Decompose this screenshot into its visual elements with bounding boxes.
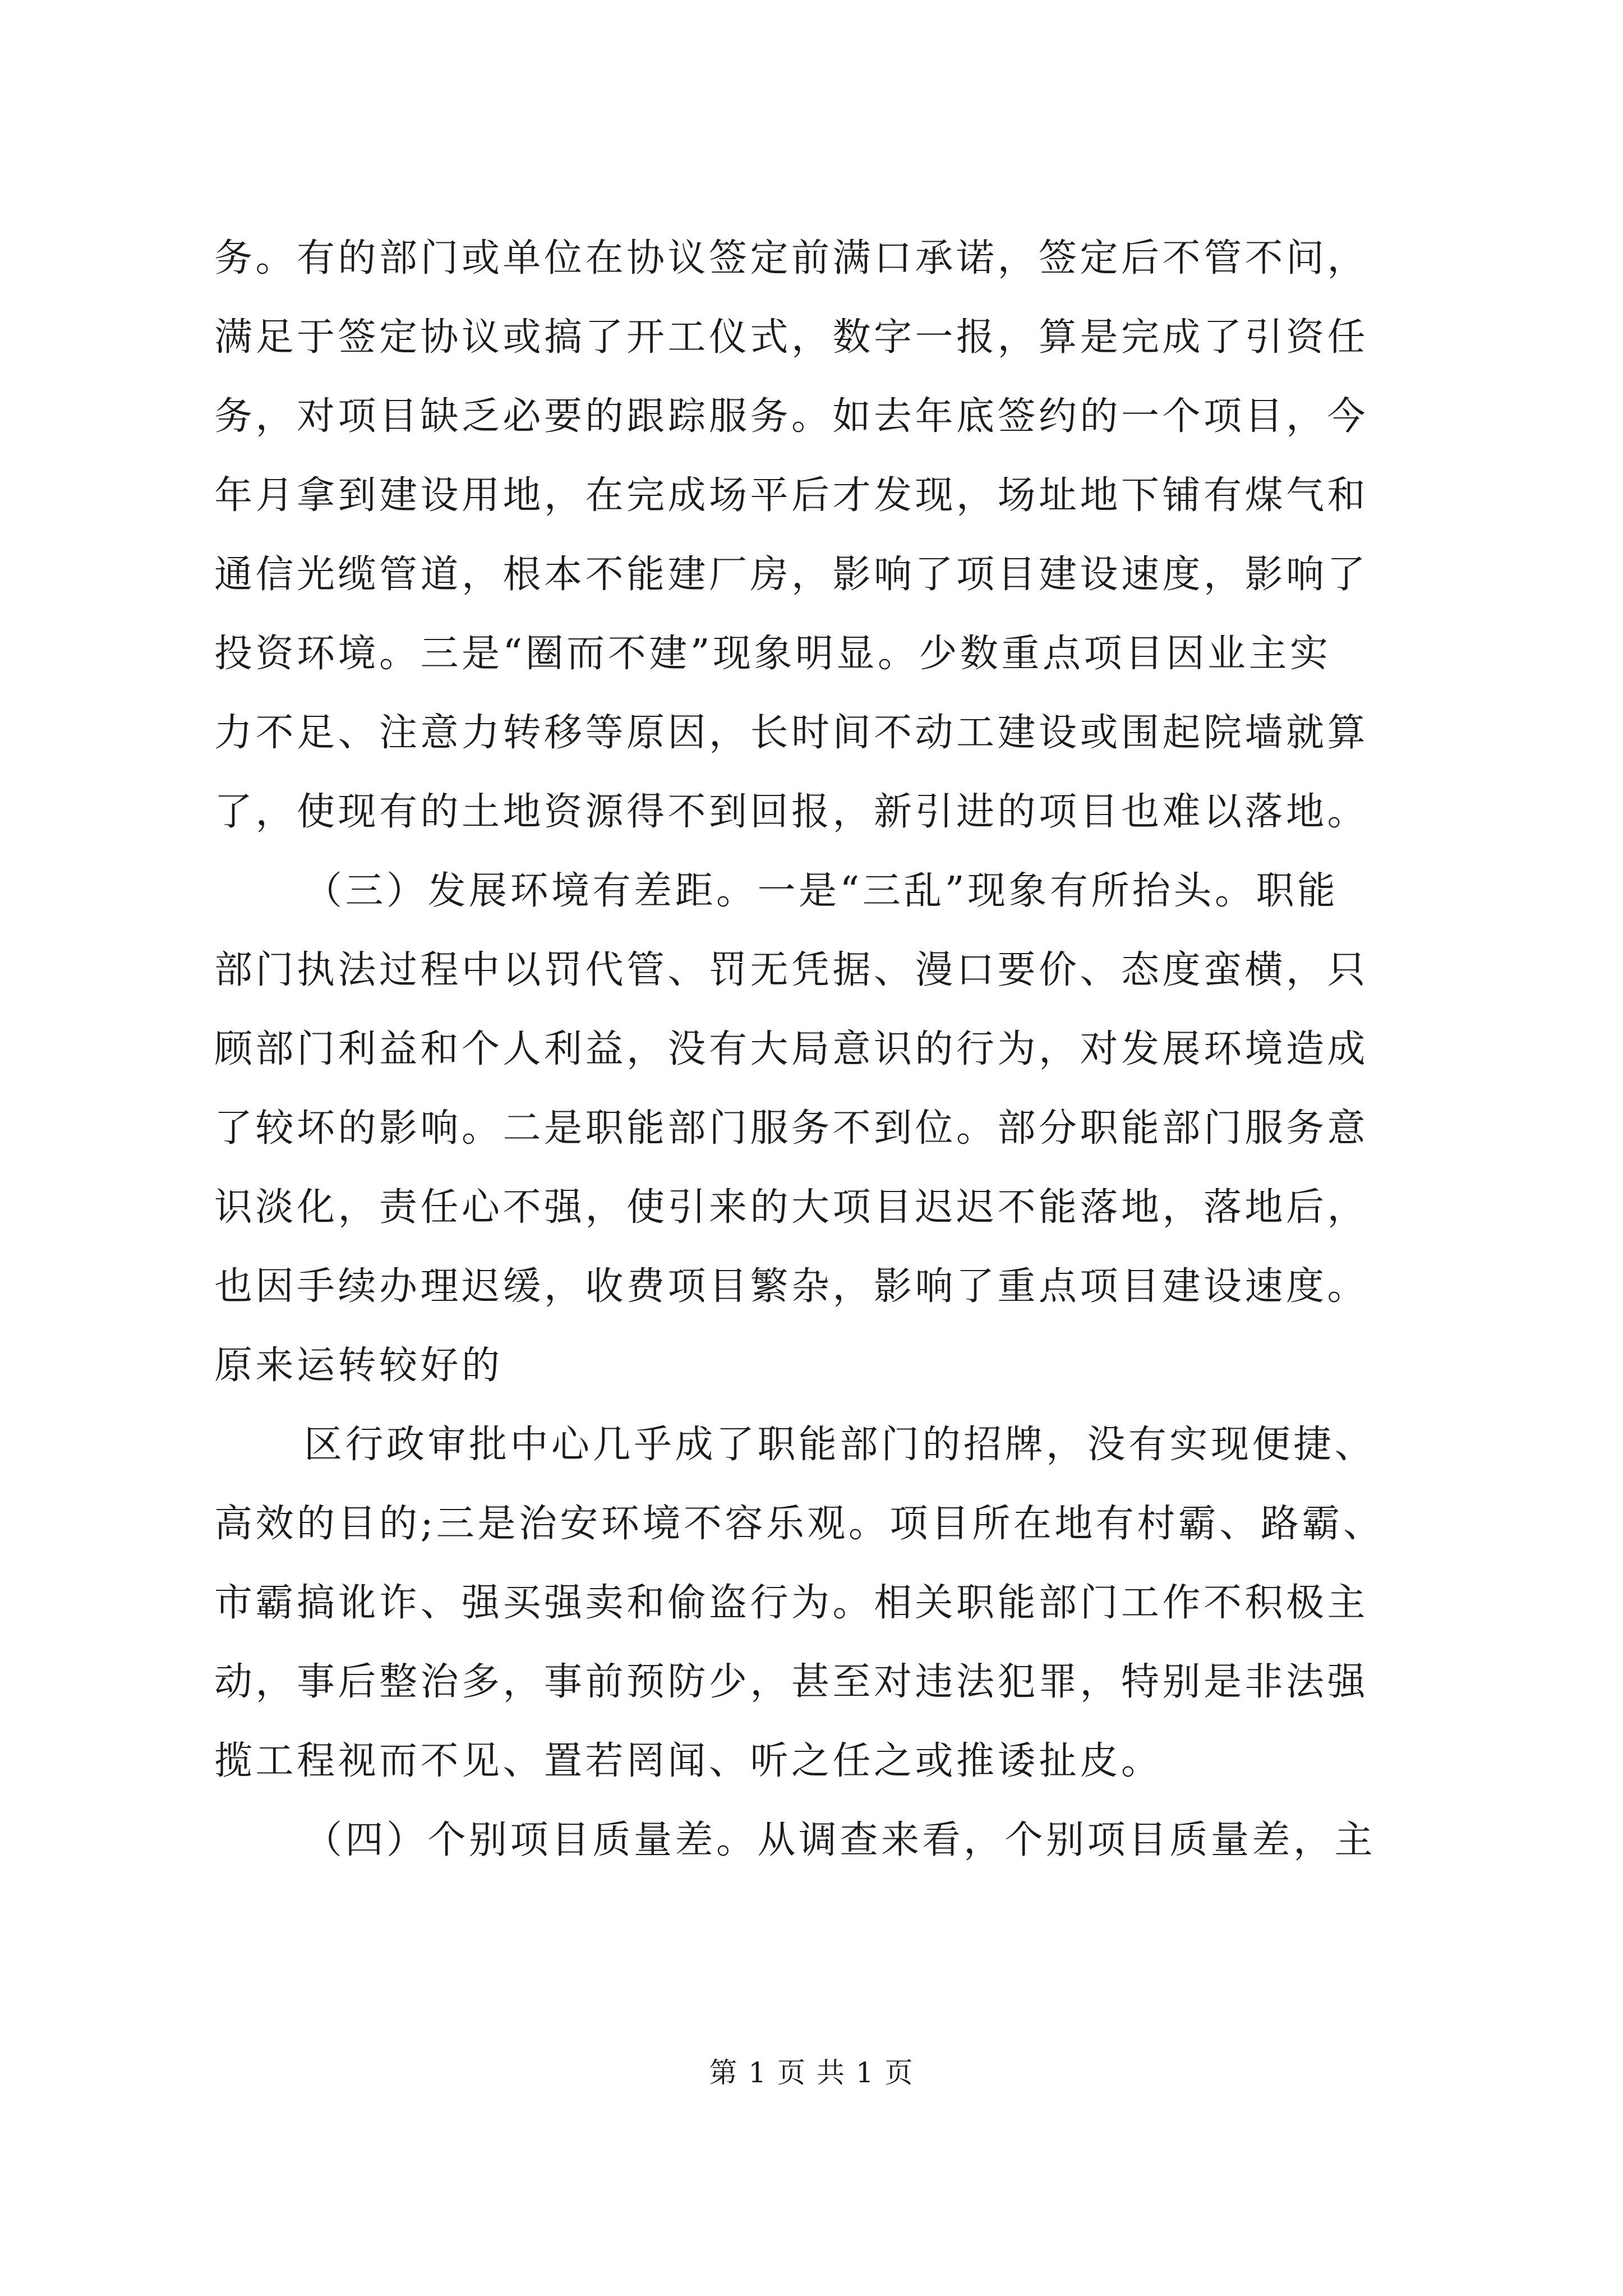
page-number-label: 第 1 页 共 1 页 bbox=[709, 2056, 914, 2089]
paragraph-heading-3: （三）发展环境有差距。一是“三乱”现象有所抬头。职能 bbox=[304, 869, 1339, 913]
text-line: 投资环境。三是“圈而不建”现象明显。少数重点项目因业主实 bbox=[214, 632, 1331, 676]
text-line: 务。有的部门或单位在协议签定前满口承诺，签定后不管不问， bbox=[214, 236, 1369, 280]
text-line: 力不足、注意力转移等原因，长时间不动工建设或围起院墙就算 bbox=[214, 711, 1369, 755]
text-line: 务，对项目缺乏必要的跟踪服务。如去年底签约的一个项目，今 bbox=[214, 394, 1369, 439]
body-text bbox=[214, 219, 1414, 1880]
text-line: 识淡化，责任心不强，使引来的大项目迟迟不能落地，落地后， bbox=[214, 1185, 1369, 1230]
text-line: 揽工程视而不见、置若罔闻、听之任之或推诿扯皮。 bbox=[214, 1739, 1163, 1783]
text-line: 动，事后整治多，事前预防少，甚至对违法犯罪，特别是非法强 bbox=[214, 1660, 1369, 1704]
text-line: 市霸搞讹诈、强买强卖和偷盗行为。相关职能部门工作不积极主 bbox=[214, 1581, 1369, 1625]
page-footer bbox=[0, 2053, 1623, 2092]
paragraph-start: 区行政审批中心几乎成了职能部门的招牌，没有实现便捷、 bbox=[304, 1423, 1376, 1467]
text-line: 年月拿到建设用地，在完成场平后才发现，场址地下铺有煤气和 bbox=[214, 473, 1369, 518]
text-line: 原来运转较好的 bbox=[214, 1343, 503, 1388]
text-line: 高效的目的;三是治安环境不容乐观。项目所在地有村霸、路霸、 bbox=[214, 1502, 1385, 1546]
text-line: 顾部门利益和个人利益，没有大局意识的行为，对发展环境造成 bbox=[214, 1027, 1369, 1071]
text-line: 了，使现有的土地资源得不到回报，新引进的项目也难以落地。 bbox=[214, 790, 1369, 834]
text-line: 部门执法过程中以罚代管、罚无凭据、漫口要价、态度蛮横，只 bbox=[214, 948, 1369, 992]
text-line: 满足于签定协议或搞了开工仪式，数字一报，算是完成了引资任 bbox=[214, 315, 1369, 360]
paragraph-heading-4: （四）个别项目质量差。从调查来看，个别项目质量差，主 bbox=[304, 1818, 1376, 1862]
text-line: 通信光缆管道，根本不能建厂房，影响了项目建设速度，影响了 bbox=[214, 553, 1369, 597]
text-line: 了较坏的影响。二是职能部门服务不到位。部分职能部门服务意 bbox=[214, 1106, 1369, 1151]
text-line: 也因手续办理迟缓，收费项目繁杂，影响了重点项目建设速度。 bbox=[214, 1264, 1369, 1309]
